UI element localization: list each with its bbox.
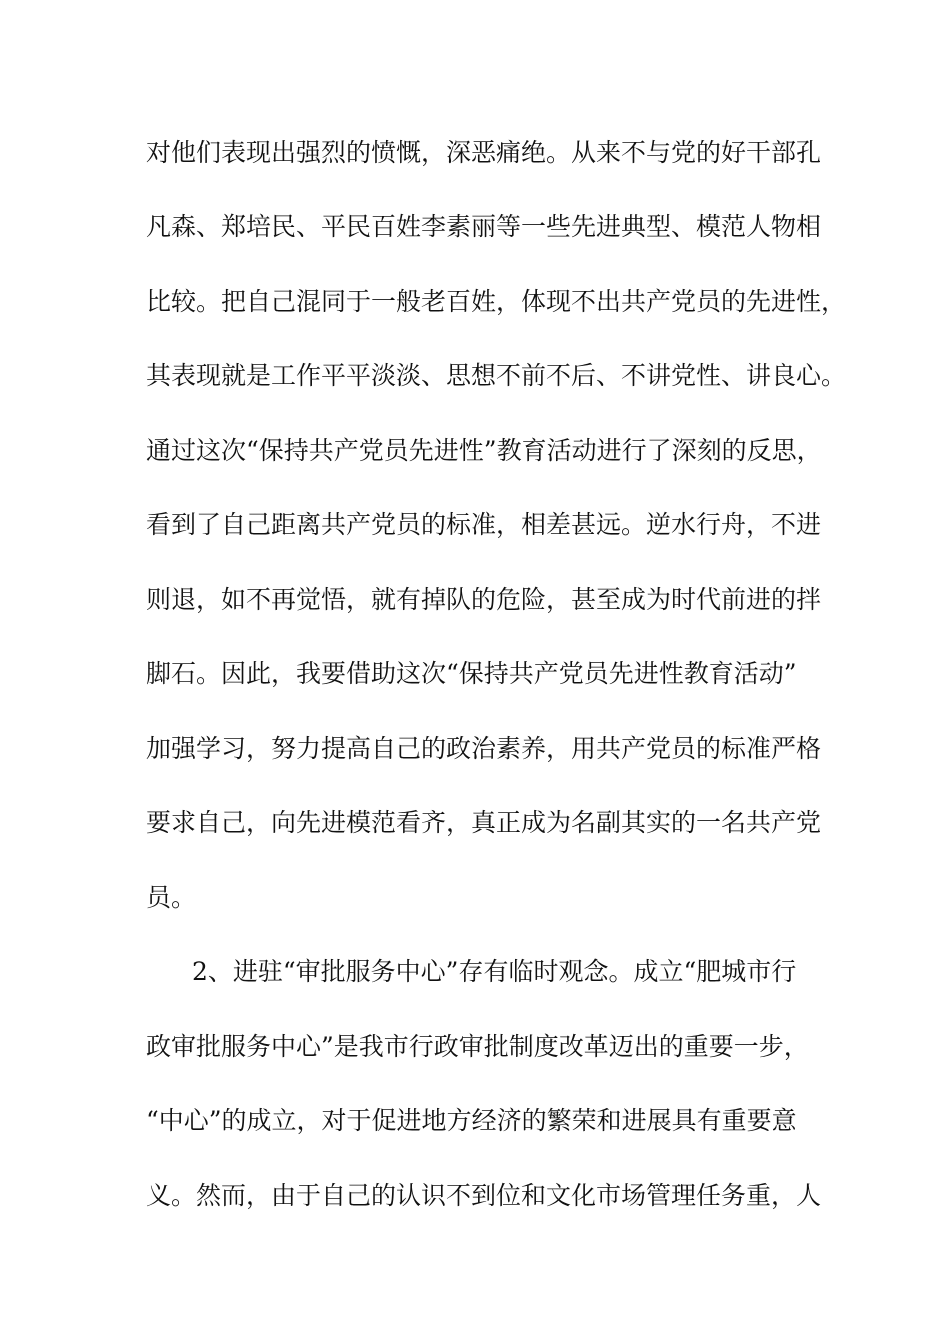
text-line: 则退，如不再觉悟，就有掉队的危险，甚至成为时代前进的拌	[146, 585, 822, 614]
text-line: 其表现就是工作平平淡淡、思想不前不后、不讲党性、讲良心。	[146, 361, 847, 390]
text-line: 要求自己，向先进模范看齐，真正成为名副其实的一名共产党	[146, 808, 822, 837]
text-line: 加强学习，努力提高自己的政治素养，用共产党员的标准严格	[146, 734, 822, 763]
text-line: 政审批服务中心”是我市行政审批制度改革迈出的重要一步，	[146, 1032, 809, 1061]
text-line: 凡森、郑培民、平民百姓李素丽等一些先进典型、模范人物相	[146, 212, 822, 241]
text-line: “中心”的成立，对于促进地方经济的繁荣和进展具有重要意	[146, 1106, 797, 1135]
text-line: 看到了自己距离共产党员的标准，相差甚远。逆水行舟，不进	[146, 510, 822, 539]
text-line: 义。然而，由于自己的认识不到位和文化市场管理任务重，人	[146, 1181, 822, 1210]
text-line: 通过这次“保持共产党员先进性”教育活动进行了深刻的反思，	[146, 436, 822, 465]
text-line: 比较。把自己混同于一般老百姓，体现不出共产党员的先进性，	[146, 287, 847, 316]
text-line: 员。	[146, 883, 197, 912]
text-line: 对他们表现出强烈的愤慨，深恶痛绝。从来不与党的好干部孔	[146, 138, 822, 167]
text-line: 脚石。因此，我要借助这次“保持共产党员先进性教育活动”	[146, 659, 797, 688]
paragraph-first-line: 2、进驻“审批服务中心”存有临时观念。成立“肥城市行	[192, 957, 797, 986]
